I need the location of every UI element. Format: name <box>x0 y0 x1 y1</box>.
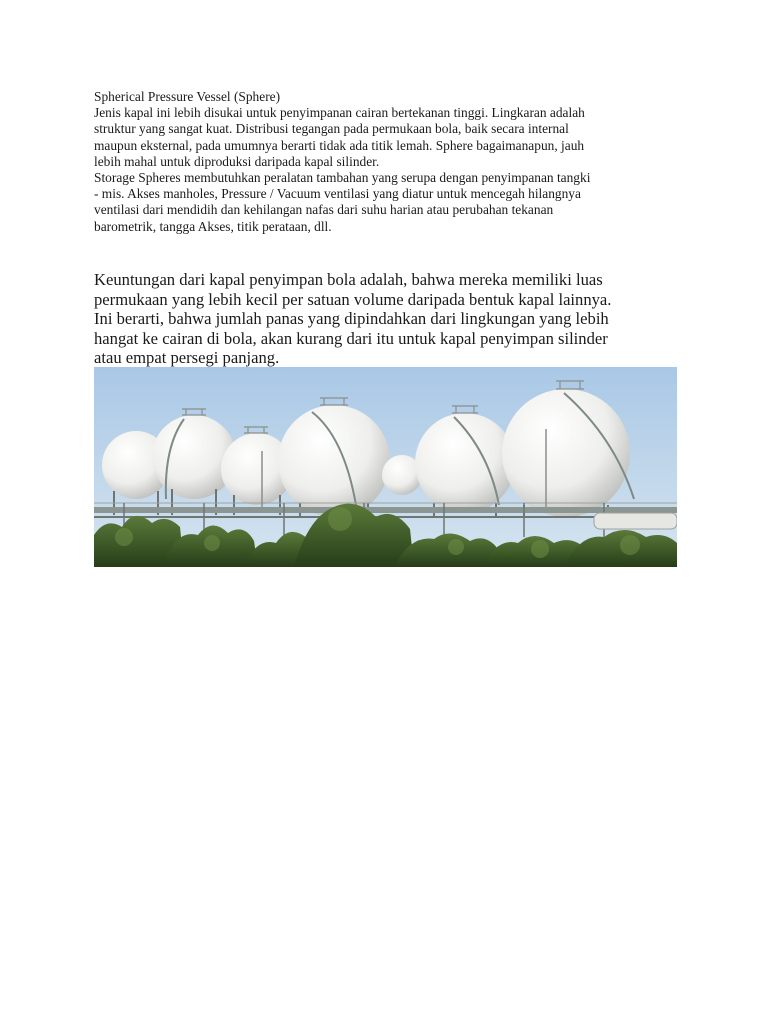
intro-line: maupun eksternal, pada umumnya berarti tidak ada titik lemah. Sphere bagaimanapun, jauh <box>94 137 585 153</box>
intro-line: barometrik, tangga Akses, titik perataan, dll. <box>94 218 332 234</box>
storage-spheres-illustration <box>94 367 677 567</box>
sphere-4 <box>278 405 390 517</box>
document-title: Spherical Pressure Vessel (Sphere) <box>94 89 281 104</box>
intro-line: struktur yang sangat kuat. Distribusi tegangan pada permukaan bola, baik secara internal <box>94 121 569 137</box>
advantage-line: Ini berarti, bahwa jumlah panas yang dipindahkan dari lingkungan yang lebih <box>94 309 609 328</box>
intro-line: lebih mahal untuk diproduksi daripada kapal silinder. <box>94 153 380 169</box>
storage-spheres-photo <box>94 367 677 567</box>
sphere-7 <box>502 389 630 517</box>
advantage-line: atau empat persegi panjang. <box>94 348 280 367</box>
intro-text-block <box>94 89 684 235</box>
intro-line: - mis. Akses manholes, Pressure / Vacuum ventilasi yang diatur untuk mencegah hilangnya <box>94 186 581 202</box>
advantage-line: Keuntungan dari kapal penyimpan bola adalah, bahwa mereka memiliki luas <box>94 270 603 289</box>
advantage-text-block <box>94 270 694 368</box>
advantage-line: hangat ke cairan di bola, akan kurang dari itu untuk kapal penyimpan silinder <box>94 328 608 348</box>
intro-line: Storage Spheres membutuhkan peralatan tambahan yang serupa dengan penyimpanan tangki <box>94 170 591 186</box>
intro-line: ventilasi dari mendidih dan kehilangan nafas dari suhu harian atau perubahan tekanan <box>94 202 554 218</box>
intro-line: Jenis kapal ini lebih disukai untuk penyimpanan cairan bertekanan tinggi. Lingkaran adalah <box>94 105 585 121</box>
advantage-line: permukaan yang lebih kecil per satuan volume daripada bentuk kapal lainnya. <box>94 289 612 309</box>
